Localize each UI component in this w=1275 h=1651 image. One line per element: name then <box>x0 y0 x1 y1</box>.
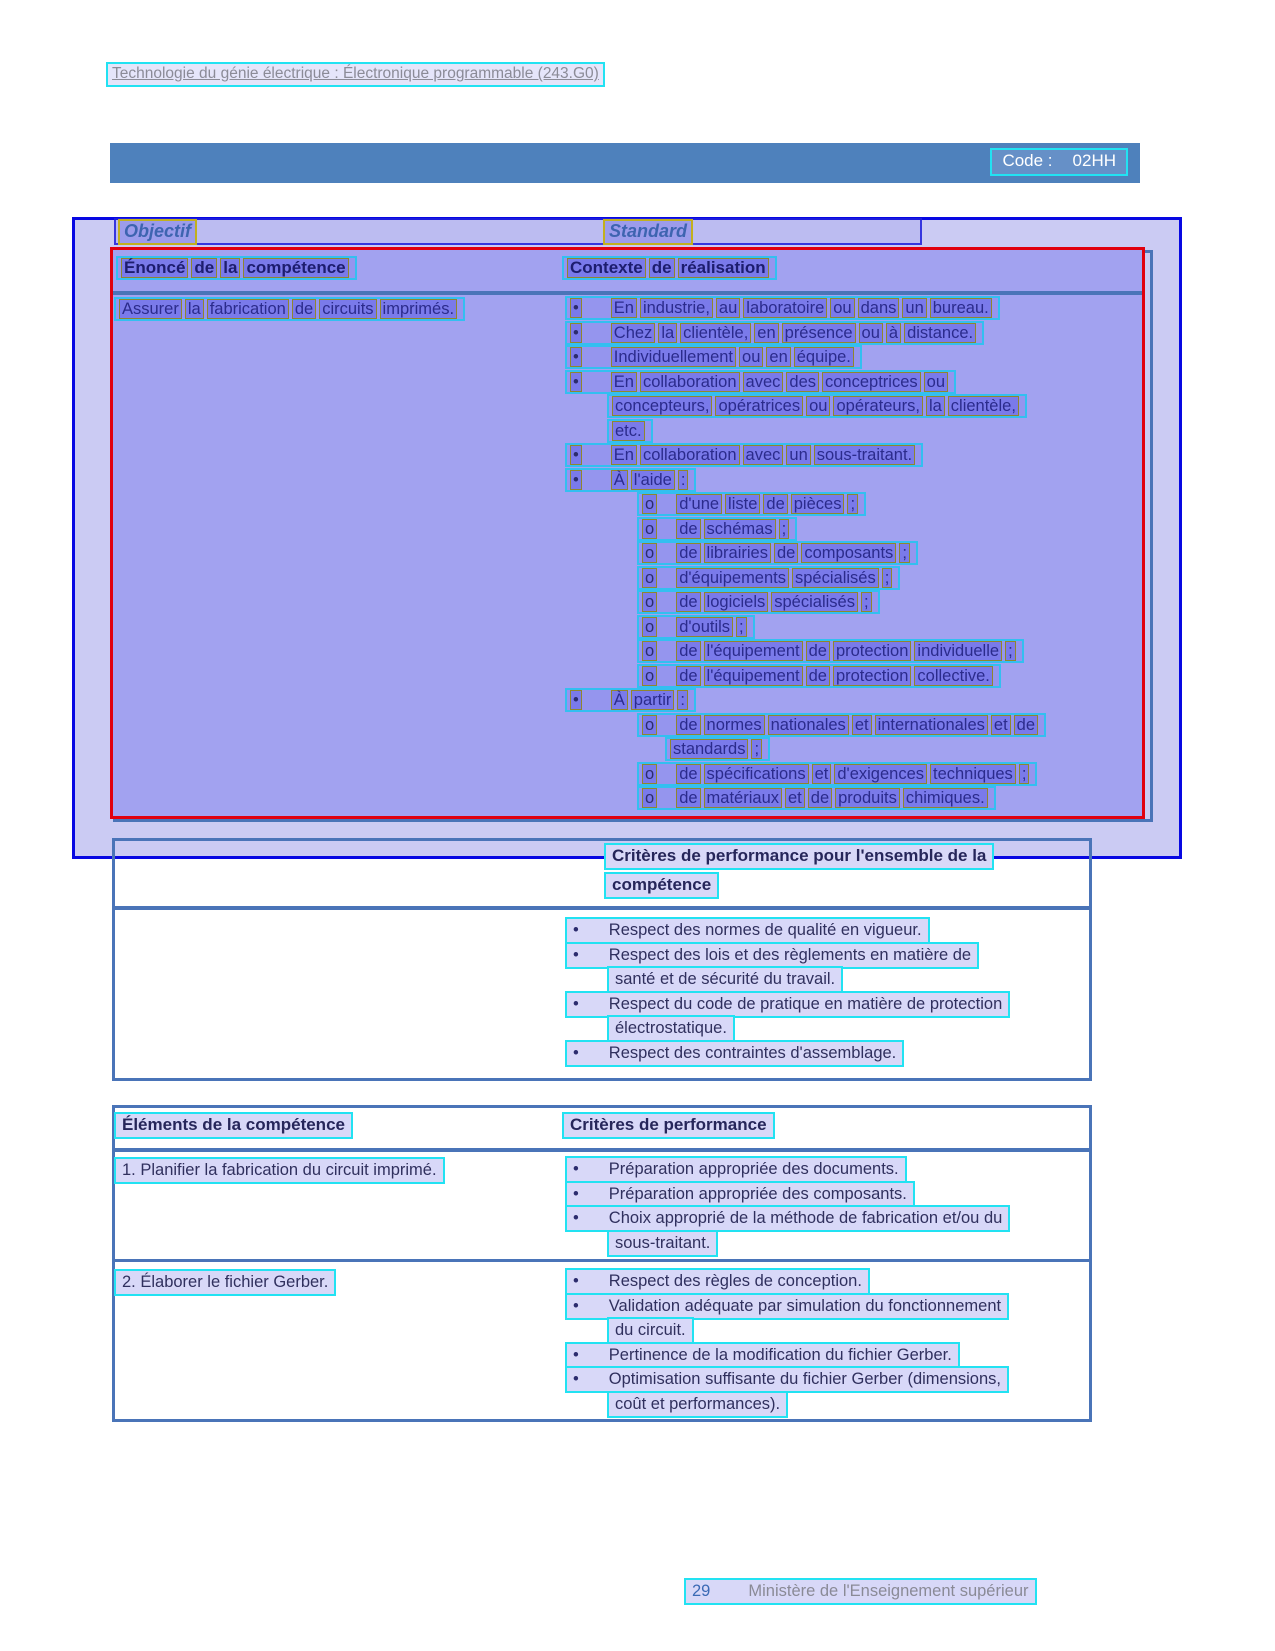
word-box: fabrication <box>207 299 289 319</box>
word-box: Énoncé <box>121 258 188 278</box>
list-line <box>665 737 1105 762</box>
word-box: présence <box>782 323 856 343</box>
word-box: dans <box>858 298 900 318</box>
word-box: la <box>926 396 945 416</box>
line-box: Critères de performance pour l'ensemble de la <box>604 843 994 870</box>
word-box: ou <box>859 323 883 343</box>
bullet-icon: o <box>642 641 657 661</box>
bullet-icon: o <box>642 764 657 784</box>
word-box: ; <box>1005 641 1016 661</box>
word-box: opératrices <box>715 396 803 416</box>
standard-heading: Standard <box>603 219 693 245</box>
word-box: ; <box>899 543 910 563</box>
word-box: réalisation <box>678 258 769 278</box>
word-box: matériaux <box>704 788 782 808</box>
line-box <box>637 615 755 639</box>
document-header <box>106 62 605 87</box>
word-box: équipe. <box>794 347 854 367</box>
line-box: • Respect du code de pratique en matière de protection <box>565 991 1010 1018</box>
word-box: : <box>678 470 689 490</box>
bullet-icon: • <box>573 945 579 964</box>
line-box: • Respect des contraintes d'assemblage. <box>565 1040 904 1067</box>
table3-row1-criteria <box>565 1156 1095 1254</box>
line-box: • Respect des règles de conception. <box>565 1268 870 1295</box>
list-line <box>637 566 1105 591</box>
word-box: ou <box>806 396 830 416</box>
word-box: clientèle, <box>680 323 751 343</box>
line-box <box>637 517 797 541</box>
word-box: individuelle <box>914 641 1002 661</box>
word-box: laboratoire <box>743 298 827 318</box>
bullet-icon: o <box>642 568 657 588</box>
list-line <box>607 1230 1095 1255</box>
word-box: À <box>611 470 628 490</box>
word-box: de <box>763 494 787 514</box>
word-box: logiciels <box>704 592 769 612</box>
list-line <box>565 917 1095 942</box>
code-banner <box>110 143 1140 183</box>
table2-header-separator <box>112 906 1092 910</box>
bullet-icon: • <box>573 1160 579 1178</box>
ministry-name: Ministère de l'Enseignement supérieur <box>748 1582 1029 1600</box>
list-line <box>604 843 994 872</box>
line-box <box>637 639 1024 663</box>
bullet-icon: • <box>573 1296 579 1315</box>
word-box: de <box>806 666 830 686</box>
word-box: protection <box>833 666 911 686</box>
word-box: collaboration <box>640 372 740 392</box>
word-box: etc. <box>612 421 645 441</box>
line-box <box>565 468 696 492</box>
bullet-icon: o <box>642 494 657 514</box>
table3-header-separator <box>112 1148 1092 1152</box>
table3-col2-header: Critères de performance <box>562 1112 775 1139</box>
word-box: et <box>852 715 872 735</box>
bullet-icon: • <box>573 1043 579 1062</box>
bullet-icon: • <box>573 1209 579 1227</box>
line-box <box>637 566 900 590</box>
word-box: pièces <box>791 494 845 514</box>
word-box: de <box>676 764 700 784</box>
line-box <box>565 321 984 345</box>
bullet-icon: • <box>573 994 579 1013</box>
word-box: ; <box>751 739 762 759</box>
list-line <box>565 1181 1095 1206</box>
bullet-icon: • <box>573 1184 579 1203</box>
word-box: ; <box>1019 764 1030 784</box>
bullet-icon: • <box>573 1370 579 1388</box>
word-box: spécifications <box>704 764 809 784</box>
word-box: Individuellement <box>611 347 736 367</box>
list-line <box>565 1342 1100 1367</box>
bullet-icon: o <box>642 543 657 563</box>
word-box: schémas <box>704 519 776 539</box>
line-box <box>565 370 956 394</box>
word-box: au <box>716 298 740 318</box>
word-box: ou <box>830 298 854 318</box>
word-box: des <box>786 372 819 392</box>
word-box: ; <box>882 568 893 588</box>
list-line <box>637 615 1105 640</box>
word-box: de <box>292 299 316 319</box>
word-box: composants <box>801 543 896 563</box>
line-box: • Respect des lois et des règlements en matière de <box>565 942 979 969</box>
table3-row2-criteria <box>565 1268 1100 1415</box>
page-number: 29 <box>692 1582 711 1600</box>
table3-col1-header: Éléments de la compétence <box>114 1112 353 1139</box>
bullet-icon: • <box>573 1345 579 1364</box>
list-line <box>565 321 1105 346</box>
list-line <box>607 1015 1095 1040</box>
word-box: l'équipement <box>704 641 803 661</box>
list-line <box>607 394 1105 419</box>
list-line <box>637 762 1105 787</box>
word-box: en <box>754 323 778 343</box>
bullet-icon: o <box>642 592 657 612</box>
word-box: partir <box>631 690 675 710</box>
word-box: et <box>991 715 1011 735</box>
table3-row1-element: 1. Planifier la fabrication du circuit imprimé. <box>114 1157 445 1184</box>
word-box: de <box>676 592 700 612</box>
line-box: • Préparation appropriée des documents. <box>565 1156 907 1183</box>
line-box: • Pertinence de la modification du fichier Gerber. <box>565 1342 960 1369</box>
word-box: de <box>808 788 832 808</box>
word-box: la <box>658 323 677 343</box>
list-line <box>565 1205 1095 1230</box>
word-box: sous-traitant. <box>814 445 915 465</box>
word-box: la <box>220 258 240 278</box>
line-box <box>607 419 653 443</box>
word-box: de <box>1014 715 1038 735</box>
code-label: Code : <box>1002 151 1053 170</box>
word-box: un <box>786 445 810 465</box>
word-box: spécialisés <box>792 568 879 588</box>
word-box: collaboration <box>640 445 740 465</box>
word-box: et <box>785 788 805 808</box>
word-box: collective. <box>914 666 992 686</box>
bullet-icon: o <box>642 788 657 808</box>
list-line <box>604 872 994 901</box>
line-box: compétence <box>604 872 719 899</box>
word-box: d'équipements <box>676 568 789 588</box>
list-line <box>607 419 1105 444</box>
table3-row2-element: 2. Élaborer le fichier Gerber. <box>114 1269 336 1296</box>
bullet-icon: o <box>642 519 657 539</box>
footer-box <box>684 1578 1037 1605</box>
word-box: Chez <box>611 323 656 343</box>
line-box: sous-traitant. <box>607 1230 718 1257</box>
word-box: compétence <box>243 258 348 278</box>
table1-col2-header <box>562 256 777 280</box>
line-box: coût et performances). <box>607 1391 788 1418</box>
line-box <box>565 688 696 712</box>
objectif-heading: Objectif <box>118 219 197 245</box>
bullet-icon: o <box>642 715 657 735</box>
line-box: santé et de sécurité du travail. <box>607 966 843 993</box>
line-box: • Optimisation suffisante du fichier Gerber (dimensions, <box>565 1366 1009 1393</box>
word-box: de <box>774 543 798 563</box>
word-box: librairies <box>704 543 771 563</box>
line-box: électrostatique. <box>607 1015 735 1042</box>
list-line <box>637 517 1105 542</box>
line-box <box>637 590 880 614</box>
bullet-icon: • <box>570 298 582 318</box>
line-box <box>665 737 770 761</box>
code-badge <box>990 148 1128 176</box>
word-box: industrie, <box>640 298 713 318</box>
word-box: circuits <box>319 299 376 319</box>
line-box: du circuit. <box>607 1317 694 1344</box>
word-box: de <box>676 715 700 735</box>
word-box: de <box>649 258 675 278</box>
list-line <box>565 991 1095 1016</box>
line-box: • Validation adéquate par simulation du fonctionnement <box>565 1293 1009 1320</box>
list-line <box>637 639 1105 664</box>
word-box: l'aide <box>631 470 675 490</box>
word-box: produits <box>835 788 900 808</box>
table2-criteria-list <box>565 917 1095 1064</box>
bullet-icon: • <box>570 445 582 465</box>
list-line <box>565 942 1095 967</box>
list-line <box>637 786 1105 811</box>
table3-row-separator <box>112 1259 1092 1262</box>
word-box: clientèle, <box>948 396 1019 416</box>
list-line <box>565 688 1105 713</box>
word-box: En <box>611 298 637 318</box>
table1-header-separator <box>113 291 1142 295</box>
word-box: ; <box>779 519 790 539</box>
list-line <box>565 1268 1100 1293</box>
bullet-icon: • <box>570 690 582 710</box>
word-box: spécialisés <box>771 592 858 612</box>
word-box: de <box>191 258 217 278</box>
line-box: • Respect des normes de qualité en vigueur. <box>565 917 930 944</box>
word-box: À <box>611 690 628 710</box>
bullet-icon: • <box>570 347 582 367</box>
word-box: à <box>886 323 901 343</box>
word-box: Assurer <box>119 299 182 319</box>
word-box: ou <box>924 372 948 392</box>
list-line <box>637 664 1105 689</box>
word-box: standards <box>670 739 748 759</box>
word-box: protection <box>833 641 911 661</box>
word-box: opérateurs, <box>833 396 922 416</box>
bullet-icon: o <box>642 617 657 637</box>
word-box: d'exigences <box>834 764 927 784</box>
list-line <box>637 541 1105 566</box>
word-box: En <box>611 372 637 392</box>
list-line <box>637 492 1105 517</box>
word-box: chimiques. <box>903 788 988 808</box>
list-line <box>565 296 1105 321</box>
word-box: de <box>806 641 830 661</box>
word-box: de <box>676 519 700 539</box>
word-box: conceptrices <box>822 372 921 392</box>
word-box: Contexte <box>567 258 646 278</box>
word-box: normes <box>704 715 765 735</box>
line-box <box>637 541 918 565</box>
word-box: d'une <box>676 494 722 514</box>
line-box <box>637 762 1037 786</box>
list-line <box>565 1156 1095 1181</box>
page-footer <box>684 1578 1037 1605</box>
word-box: de <box>676 641 700 661</box>
word-box: en <box>766 347 790 367</box>
line-box <box>637 786 996 810</box>
bullet-icon: • <box>573 921 579 939</box>
line-box <box>637 664 1001 688</box>
word-box: liste <box>725 494 760 514</box>
list-line <box>565 1293 1100 1318</box>
line-box <box>607 394 1027 418</box>
table1-col1-header <box>116 256 357 280</box>
word-box: l'équipement <box>704 666 803 686</box>
word-box: : <box>677 690 688 710</box>
word-box: ou <box>739 347 763 367</box>
bullet-icon: • <box>570 323 582 343</box>
word-box: de <box>676 666 700 686</box>
list-line <box>607 1317 1100 1342</box>
list-line <box>637 713 1105 738</box>
bullet-icon: • <box>573 1272 579 1290</box>
line-box: • Préparation appropriée des composants. <box>565 1181 915 1208</box>
objectif-standard-row <box>114 218 922 245</box>
word-box: de <box>676 543 700 563</box>
line-box: • Choix approprié de la méthode de fabrication et/ou du <box>565 1205 1010 1232</box>
line-box <box>565 443 923 467</box>
list-line <box>637 590 1105 615</box>
word-box: la <box>185 299 204 319</box>
list-line <box>565 468 1105 493</box>
word-box: concepteurs, <box>612 396 712 416</box>
word-box: et <box>812 764 832 784</box>
word-box: En <box>611 445 637 465</box>
word-box: techniques <box>930 764 1016 784</box>
document-header-text: Technologie du génie électrique : Électronique programmable (243.G0) <box>106 62 605 87</box>
line-box <box>565 296 1000 320</box>
list-line <box>565 370 1105 395</box>
word-box: d'outils <box>676 617 733 637</box>
word-box: bureau. <box>930 298 992 318</box>
line-box <box>565 345 862 369</box>
word-box: imprimés. <box>380 299 458 319</box>
word-box: ; <box>861 592 872 612</box>
line-box <box>637 492 866 516</box>
word-box: avec <box>743 445 784 465</box>
list-line <box>565 443 1105 468</box>
bullet-icon: • <box>570 372 582 392</box>
word-box: distance. <box>904 323 976 343</box>
list-line <box>607 1391 1100 1416</box>
bullet-icon: o <box>642 666 657 686</box>
list-line <box>565 1040 1095 1065</box>
word-box: avec <box>743 372 784 392</box>
table1-competence-cell <box>114 297 465 321</box>
word-box: nationales <box>768 715 849 735</box>
list-line <box>565 345 1105 370</box>
bullet-icon: • <box>570 470 582 490</box>
line-box <box>637 713 1046 737</box>
code-value: 02HH <box>1072 151 1116 170</box>
word-box: internationales <box>875 715 988 735</box>
word-box: ; <box>847 494 858 514</box>
list-line <box>607 966 1095 991</box>
word-box: ; <box>736 617 747 637</box>
word-box: un <box>902 298 926 318</box>
word-box: de <box>676 788 700 808</box>
list-line <box>565 1366 1100 1391</box>
table1-contexte-list <box>565 296 1105 811</box>
table2-header <box>562 843 994 901</box>
